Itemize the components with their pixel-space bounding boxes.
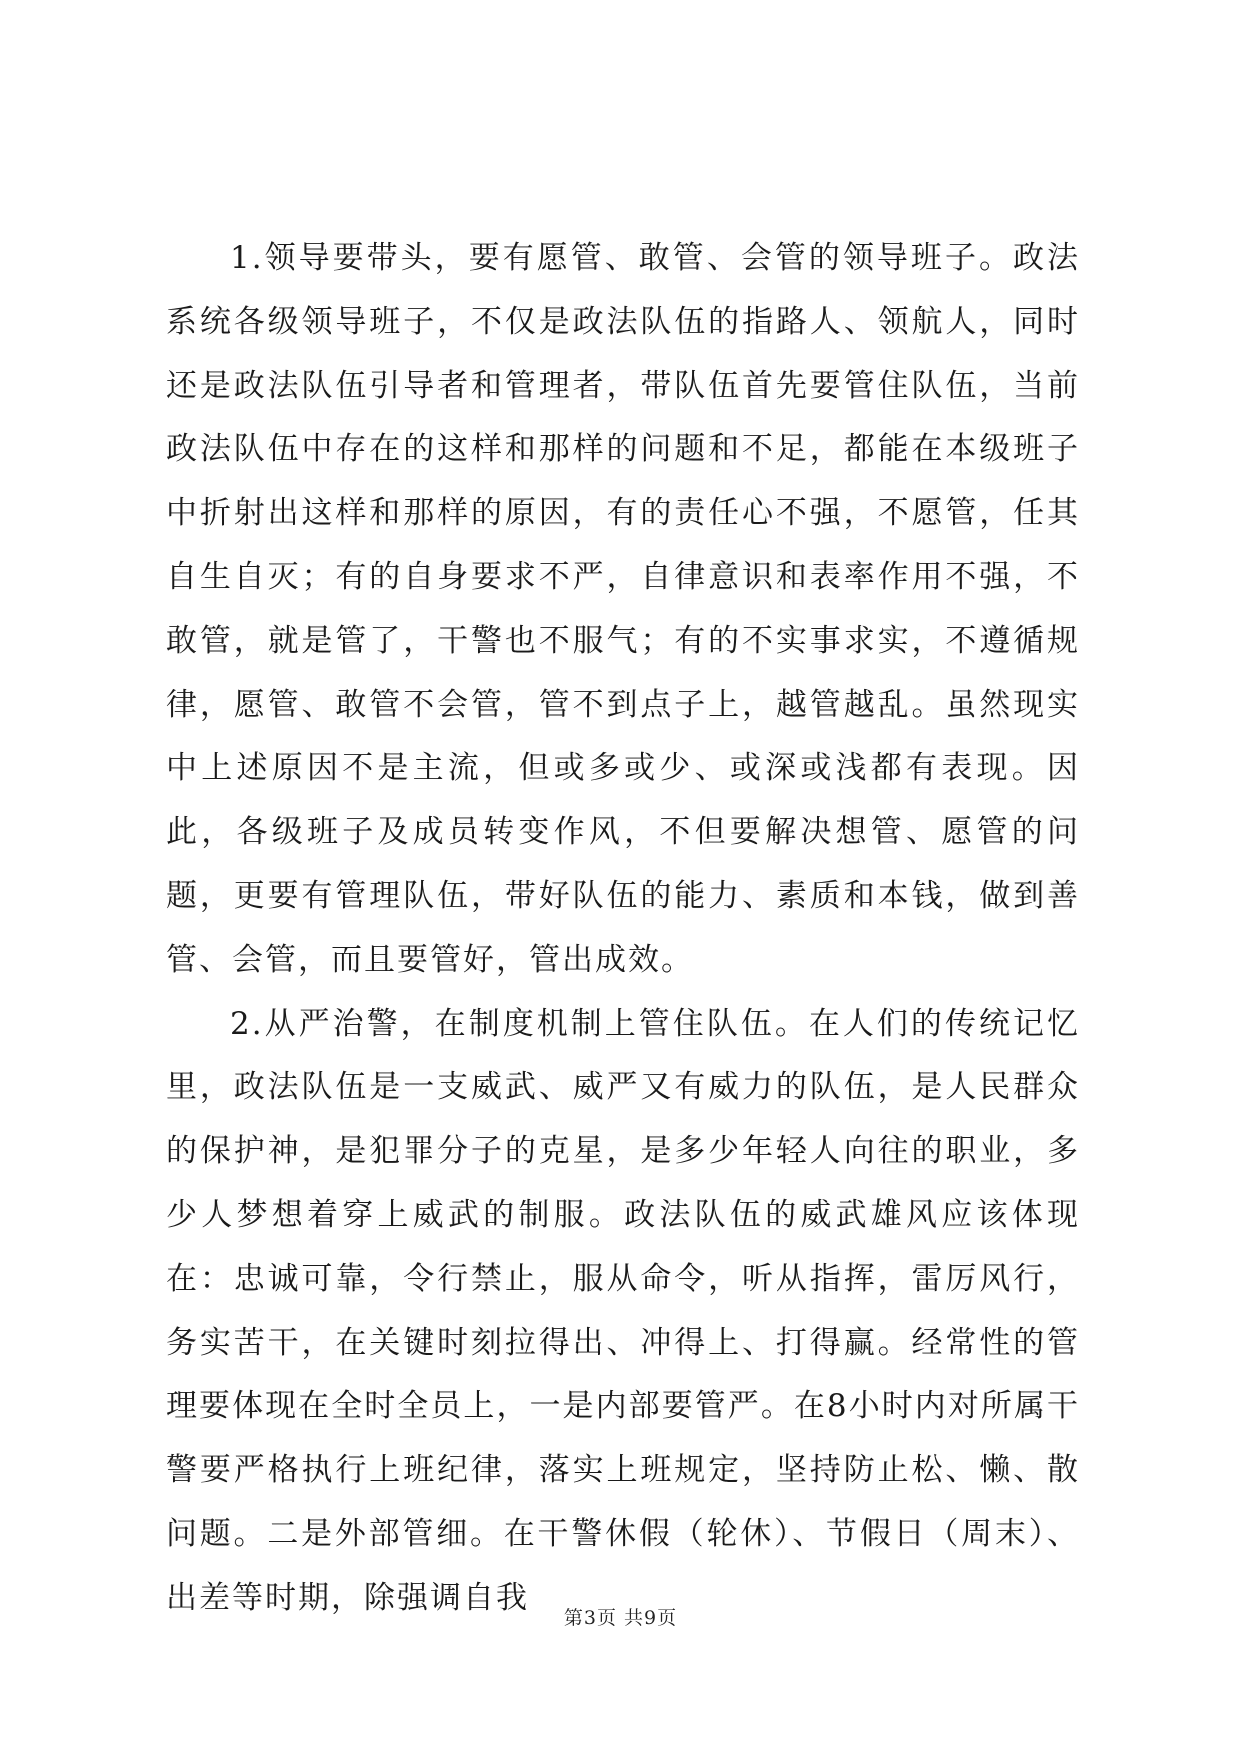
paragraph-1: 1.领导要带头，要有愿管、敢管、会管的领导班子。政法系统各级领导班子，不仅是政法队伍的指路人、领航人，同时还是政法队伍引导者和管理者，带队伍首先要管住队伍，当前政法队伍中存在的这样和那样的问题和不足，都能在本级班子中折射出这样和那样的原因，有的责任心不强，不愿管，任其自生自灭；有的自身要求不严，自律意识和表率作用不强，不敢管，就是管了，干警也不服气；有的不实事求实，不遵循规律，愿管、敢管不会管，管不到点子上，越管越乱。虽然现实中上述原因不是主流，但或多或少、或深或浅都有表现。因此，各级班子及成员转变作风，不但要解决想管、愿管的问题，更要有管理队伍，带好队伍的能力、素质和本钱，做到善管、会管，而且要管好，管出成效。 xyxy=(166,240,1080,978)
page-footer: 第3页 共9页 xyxy=(563,1607,678,1629)
document-body xyxy=(166,227,1080,1631)
paragraph-2: 2.从严治警，在制度机制上管住队伍。在人们的传统记忆里，政法队伍是一支威武、威严又有威力的队伍，是人民群众的保护神，是犯罪分子的克星，是多少年轻人向往的职业，多少人梦想着穿上威武的制服。政法队伍的威武雄风应该体现在：忠诚可靠，令行禁止，服从命令，听从指挥，雷厉风行，务实苦干，在关键时刻拉得出、冲得上、打得赢。经常性的管理要体现在全时全员上，一是内部要管严。在8小时内对所属干警要严格执行上班纪律，落实上班规定，坚持防止松、懒、散问题。二是外部管细。在干警休假（轮休）、节假日（周末）、出差等时期，除强调自我 xyxy=(166,1005,1080,1616)
